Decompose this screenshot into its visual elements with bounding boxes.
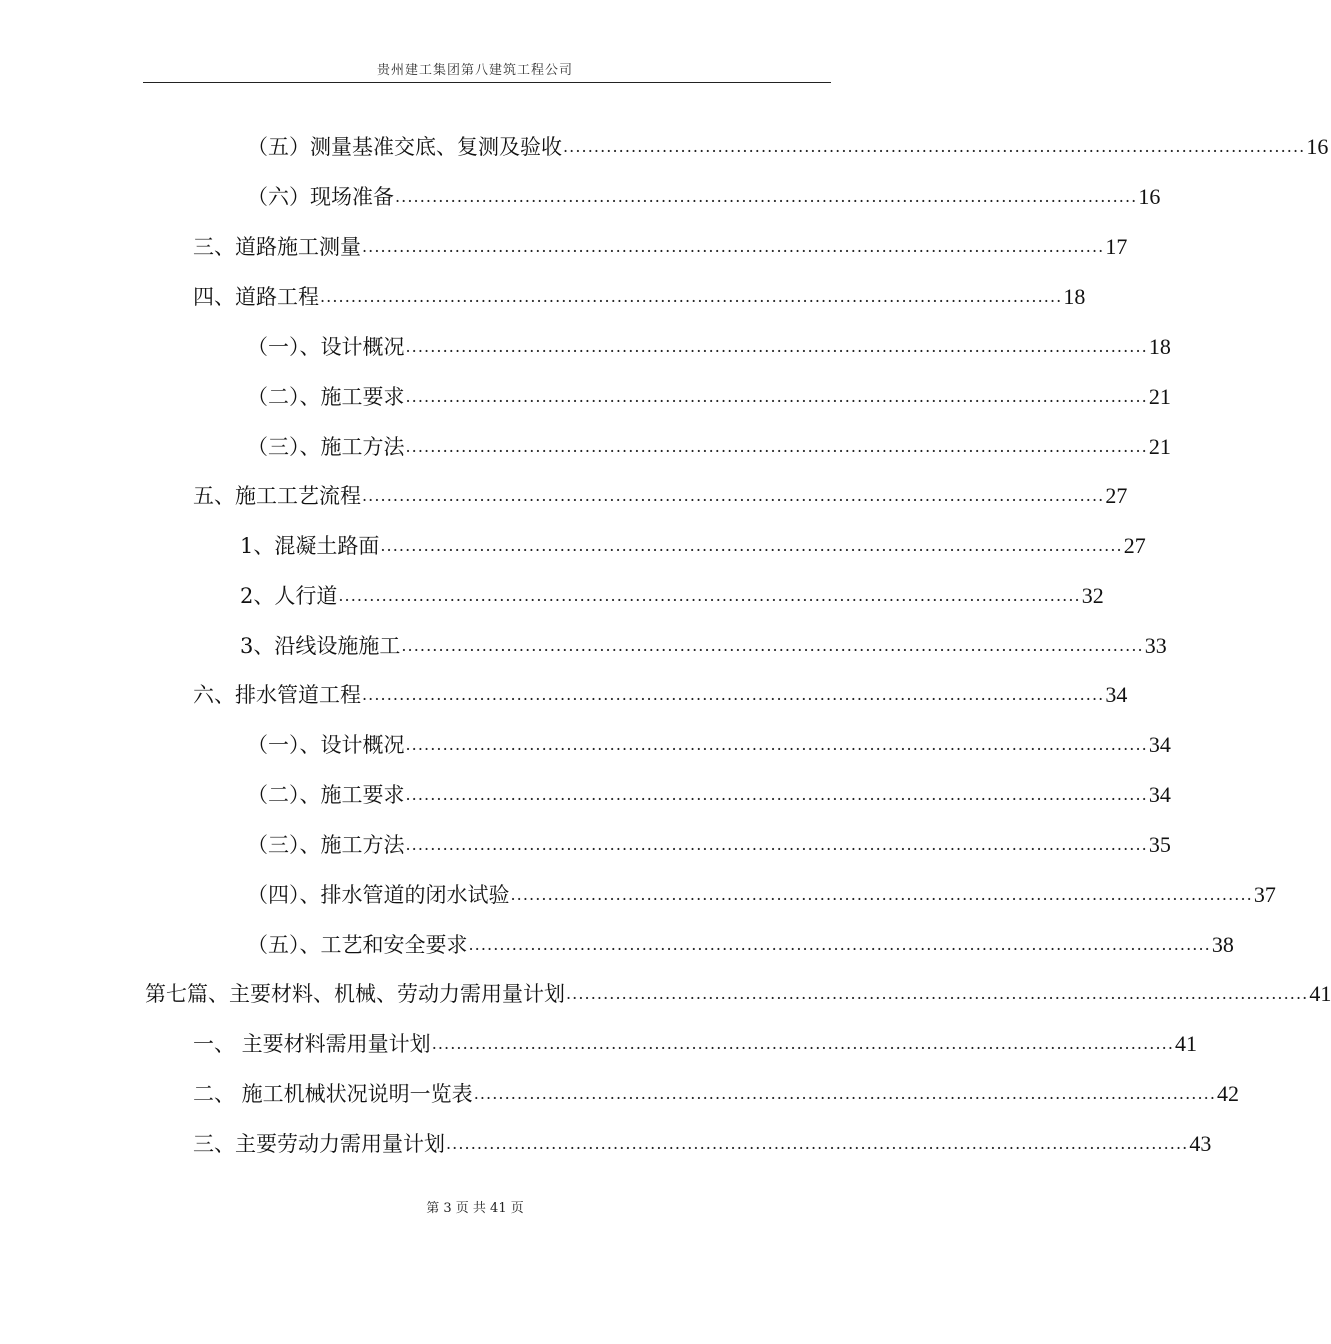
toc-dot-leader: ........................................................................................................................: [362, 486, 1105, 505]
toc-page-number: 42: [1217, 1081, 1239, 1106]
toc-entry-title: 二、 施工机械状况说明一览表: [193, 1082, 473, 1106]
toc-dot-leader: ........................................................................................................................: [405, 437, 1148, 456]
toc-page-number: 21: [1148, 434, 1171, 459]
toc-entry[interactable]: [193, 477, 1128, 511]
toc-page-number: 38: [1211, 932, 1234, 957]
toc-entry-title: （五）测量基准交底、复测及验收: [247, 135, 562, 159]
toc-entry[interactable]: [240, 527, 1146, 561]
toc-entry-title: 三、主要劳动力需用量计划: [193, 1132, 445, 1156]
toc-dot-leader: ........................................................................................................................: [405, 835, 1148, 854]
toc-entry-title: （四）、排水管道的闭水试验: [247, 883, 510, 907]
toc-entry[interactable]: [247, 926, 1234, 960]
toc-dot-leader: ........................................................................................................................: [473, 1084, 1216, 1103]
toc-page-number: 34: [1148, 782, 1171, 807]
toc-dot-leader: ........................................................................................................................: [395, 187, 1138, 206]
toc-page-number: 18: [1063, 284, 1086, 309]
toc-dot-leader: ........................................................................................................................: [362, 685, 1105, 704]
toc-page-number: 34: [1105, 682, 1128, 707]
toc-page-number: 37: [1253, 882, 1276, 907]
toc-dot-leader: ........................................................................................................................: [468, 935, 1211, 954]
toc-page-number: 16: [1138, 184, 1161, 209]
toc-entry-title: （五）、工艺和安全要求: [247, 933, 468, 957]
toc-dot-leader: ........................................................................................................................: [431, 1034, 1174, 1053]
toc-dot-leader: ........................................................................................................................: [338, 586, 1081, 605]
toc-dot-leader: ........................................................................................................................: [405, 387, 1148, 406]
toc-page-number: 43: [1189, 1131, 1212, 1156]
toc-entry-title: （六）现场准备: [247, 185, 394, 209]
toc-page-number: 35: [1148, 832, 1171, 857]
toc-entry-title: 六、排水管道工程: [193, 683, 361, 707]
toc-entry-title: 三、道路施工测量: [193, 235, 361, 259]
toc-entry[interactable]: [247, 726, 1171, 760]
toc-entry[interactable]: [193, 278, 1086, 312]
toc-entry-title: （一）、设计概况: [247, 335, 405, 359]
toc-dot-leader: ........................................................................................................................: [510, 885, 1253, 904]
toc-dot-leader: ........................................................................................................................: [380, 536, 1123, 555]
toc-entry[interactable]: [193, 1125, 1212, 1159]
toc-entry[interactable]: [193, 228, 1128, 262]
toc-dot-leader: ........................................................................................................................: [405, 337, 1148, 356]
toc-dot-leader: ........................................................................................................................: [405, 735, 1148, 754]
toc-page-number: 27: [1105, 483, 1128, 508]
toc-page-number: 17: [1105, 234, 1128, 259]
toc-page-number: 18: [1148, 334, 1171, 359]
toc-entry-title: 四、道路工程: [193, 285, 319, 309]
toc-page-number: 32: [1081, 583, 1104, 608]
toc-dot-leader: ........................................................................................................................: [362, 237, 1105, 256]
toc-entry-title: 一、 主要材料需用量计划: [193, 1032, 431, 1056]
toc-dot-leader: ........................................................................................................................: [563, 137, 1306, 156]
toc-entry-title: 第七篇、主要材料、机械、劳动力需用量计划: [145, 982, 565, 1006]
toc-entry-title: 2、人行道: [240, 584, 338, 608]
toc-entry[interactable]: [247, 428, 1171, 462]
page-footer: 第 3 页 共 41 页: [426, 1201, 524, 1216]
toc-entry[interactable]: [193, 1075, 1239, 1109]
toc-entry-title: （二）、施工要求: [247, 385, 405, 409]
toc-dot-leader: ........................................................................................................................: [566, 984, 1309, 1003]
toc-entry[interactable]: [247, 876, 1276, 910]
toc-page-number: 21: [1148, 384, 1171, 409]
toc-entry[interactable]: [193, 1025, 1197, 1059]
toc-page-number: 41: [1175, 1031, 1197, 1056]
toc-entry-title: （三）、施工方法: [247, 833, 405, 857]
toc-entry[interactable]: [247, 826, 1171, 860]
toc-page-number: 33: [1144, 633, 1167, 658]
toc-entry-title: 3、沿线设施施工: [240, 634, 401, 658]
toc-page-number: 34: [1148, 732, 1171, 757]
toc-entry-title: 五、施工工艺流程: [193, 484, 361, 508]
toc-page-number: 41: [1309, 981, 1331, 1006]
toc-entry[interactable]: [240, 627, 1167, 661]
toc-entry[interactable]: [247, 178, 1161, 212]
toc-entry-title: 1、混凝土路面: [240, 534, 380, 558]
toc-entry[interactable]: [247, 776, 1171, 810]
toc-entry[interactable]: [240, 577, 1104, 611]
toc-entry[interactable]: [247, 328, 1171, 362]
toc-dot-leader: ........................................................................................................................: [320, 287, 1063, 306]
toc-dot-leader: ........................................................................................................................: [401, 636, 1144, 655]
toc-page-number: 16: [1306, 134, 1329, 159]
toc-entry[interactable]: [247, 378, 1171, 412]
toc-entry[interactable]: [193, 676, 1128, 710]
toc-dot-leader: ........................................................................................................................: [446, 1134, 1189, 1153]
toc-entry-title: （三）、施工方法: [247, 435, 405, 459]
page-header: 贵州建工集团第八建筑工程公司: [376, 63, 573, 78]
toc-dot-leader: ........................................................................................................................: [405, 785, 1148, 804]
toc-entry[interactable]: [145, 975, 1331, 1009]
toc-entry[interactable]: [247, 128, 1329, 162]
toc-page-number: 27: [1123, 533, 1146, 558]
toc-entry-title: （二）、施工要求: [247, 783, 405, 807]
toc-entry-title: （一）、设计概况: [247, 733, 405, 757]
